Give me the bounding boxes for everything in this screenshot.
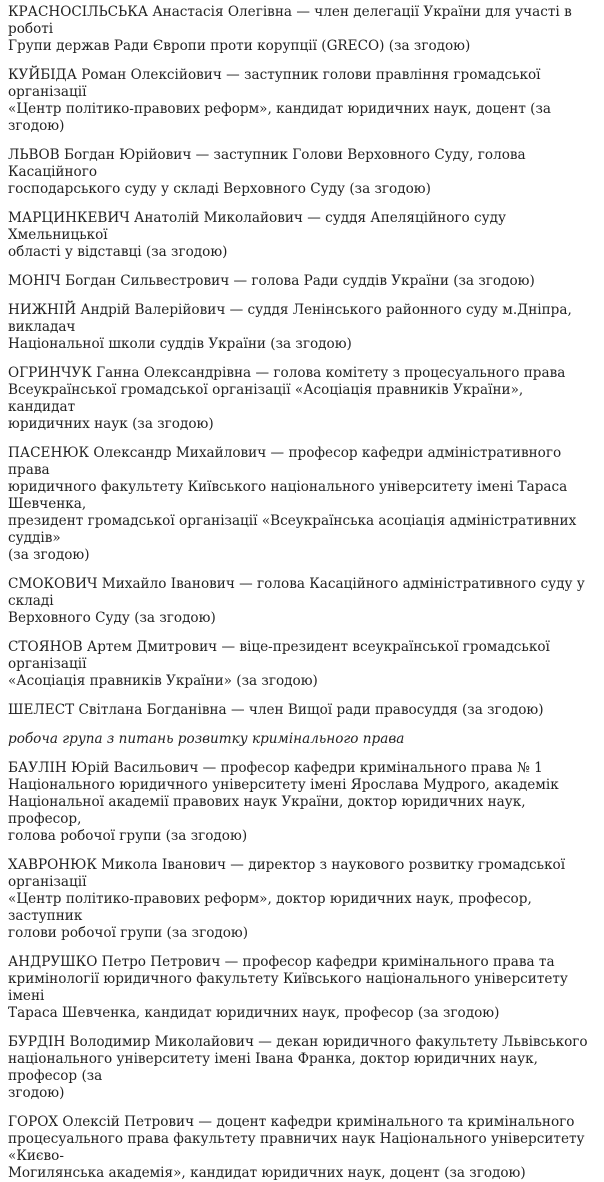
list-item: ГОРОХ Олексій Петрович — доцент кафедри кримінального та кримінального процесуального права факультету правничих наук Національного університету «Києво- Могилянська академія», кандидат юридичних наук, доцент (за згодою) [8,1114,585,1181]
list-item: КРАСНОСІЛЬСЬКА Анастасія Олегівна — член делегації України для участі в роботі Групи держав Ради Європи проти корупції (GRECO) (за згодою) [8,4,572,54]
list-item: ОГРИНЧУК Ганна Олександрівна — голова комітету з процесуального права Всеукраїнської громадської організації «Асоціація правників України», кандидат юридичних наук (за згодою) [8,365,566,432]
list-item: СТОЯНОВ Артем Дмитрович — віце-президент всеукраїнської громадської організації «Асоціація правників України» (за згодою) [8,639,550,689]
list-item: МАРЦИНКЕВИЧ Анатолій Миколайович — суддя Апеляційного суду Хмельницької області у відставці (за згодою) [8,210,507,260]
list-item: КУЙБІДА Роман Олексійович — заступник голови правління громадської організації «Центр політико-правових реформ», кандидат юридичних наук, доцент (за згодою) [8,67,552,134]
list-item: БУРДІН Володимир Миколайович — декан юридичного факультету Львівського національного університету імені Івана Франка, доктор юридичних наук, професор (за згодою) [8,1034,588,1101]
list-item: АНДРУШКО Петро Петрович — професор кафедри кримінального права та кримінології юридичного факультету Київського національного університету імені Тараса Шевченка, кандидат юридичних наук, професор (за згодою) [8,954,568,1021]
list-item: СМОКОВИЧ Михайло Іванович — голова Касаційного адміністративного суду у складі Верховного Суду (за згодою) [8,576,585,626]
list-item: ХАВРОНЮК Микола Іванович — директор з наукового розвитку громадської організації «Центр політико-правових реформ», доктор юридичних наук, професор, заступник голови робочої групи (за згодою) [8,857,566,941]
list-item: НИЖНІЙ Андрій Валерійович — суддя Ленінського районного суду м.Дніпра, викладач Національної школи суддів України (за згодою) [8,302,572,352]
list-item: ЛЬВОВ Богдан Юрійович — заступник Голови Верховного Суду, голова Касаційного господарського суду у складі Верховного Суду (за згодою) [8,147,526,197]
list-item: ПАСЕНЮК Олександр Михайлович — професор кафедри адміністративного права юридичного факультету Київського національного університету імені Тараса Шевченка, президент громадської організації «Всеукраїнська асоціація адміністративних суддів» (за згодою) [8,445,577,563]
list-item: БАУЛІН Юрій Васильович — професор кафедри кримінального права № 1 Національного юридичного університету імені Ярослава Мудрого, академік Національної академії правових наук України, доктор юридичних наук, професор, голова робочої групи (за згодою) [8,760,559,844]
list-item: МОНІЧ Богдан Сильвестрович — голова Ради суддів України (за згодою) [8,273,535,289]
list-item: ШЕЛЕСТ Світлана Богданівна — член Вищої ради правосуддя (за згодою) [8,702,544,718]
section-heading: робоча група з питань розвитку кримінального права [8,731,405,747]
